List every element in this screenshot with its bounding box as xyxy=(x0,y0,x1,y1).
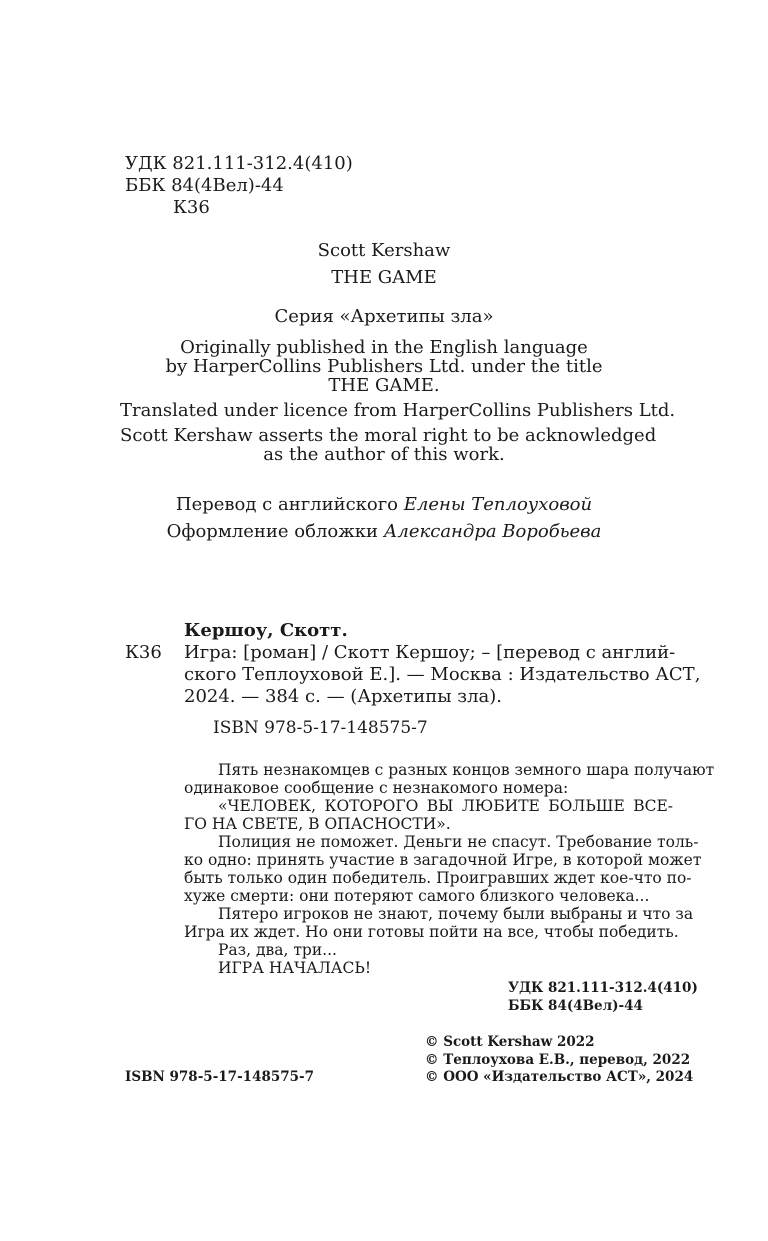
copyright-line: © ООО «Издательство АСТ», 2024 xyxy=(425,1069,694,1085)
annotation-line: ко одно: принять участие в загадочной Игре, в которой может xyxy=(184,851,702,869)
annotation-line: Полиция не поможет. Деньги не спасут. Требование толь- xyxy=(218,833,699,851)
translator-name: Елены Теплоуховой xyxy=(403,494,593,515)
bbk-code: ББК 84(4Вел)-44 xyxy=(125,175,284,196)
series-name: Серия «Архетипы зла» xyxy=(274,306,494,327)
annotation-line: Игра их ждет. Но они готовы пойти на все, чтобы победить. xyxy=(184,923,679,941)
catalog-isbn: ISBN 978-5-17-148575-7 xyxy=(213,718,428,738)
annotation-line: Раз, два, три... xyxy=(218,941,337,959)
catalog-body xyxy=(184,642,701,708)
rights-line: Originally published in the English language xyxy=(180,337,588,358)
rights-line: Scott Kershaw asserts the moral right to be acknowledged xyxy=(120,425,657,446)
catalog-line: Игра: [роман] / Скотт Кершоу; – [перевод с англий- xyxy=(184,642,676,663)
author-mark: К36 xyxy=(173,197,210,218)
annotation-line: Пять незнакомцев с разных концов земного шара получают xyxy=(218,761,715,779)
translator-label: Перевод с английского xyxy=(175,494,404,515)
catalog-mark: К36 xyxy=(125,642,162,663)
annotation-line: быть только один победитель. Проигравших ждет кое-что по- xyxy=(184,869,692,887)
catalog-line: ского Теплоуховой Е.]. — Москва : Издательство АСТ, xyxy=(184,664,701,685)
annotation-line: ГО НА СВЕТЕ, В ОПАСНОСТИ». xyxy=(184,815,451,833)
annotation-line: хуже смерти: они потеряют самого близкого человека... xyxy=(184,887,650,905)
annotation-line: «ЧЕЛОВЕК, КОТОРОГО ВЫ ЛЮБИТЕ БОЛЬШЕ ВСЕ- xyxy=(218,797,673,815)
rights-line: Translated under licence from HarperCollins Publishers Ltd. xyxy=(120,400,676,421)
translator-credit xyxy=(120,494,648,516)
cover-label: Оформление обложки xyxy=(166,521,384,542)
annotation-line: ИГРА НАЧАЛАСЬ! xyxy=(218,959,372,977)
original-author: Scott Kershaw xyxy=(317,240,451,261)
footer-udk: УДК 821.111-312.4(410) xyxy=(508,980,698,996)
copyright-line: © Scott Kershaw 2022 xyxy=(425,1034,595,1050)
rights-line: by HarperCollins Publishers Ltd. under the title xyxy=(165,356,603,377)
original-title: THE GAME xyxy=(331,267,437,288)
copyright-line: © Теплоухова Е.В., перевод, 2022 xyxy=(425,1052,691,1068)
rights-line: as the author of this work. xyxy=(263,444,505,465)
cover-artist-name: Александра Воробьева xyxy=(383,521,602,542)
cover-credit xyxy=(120,521,648,543)
annotation xyxy=(184,761,715,977)
annotation-line: одинаковое сообщение с незнакомого номера: xyxy=(184,779,569,797)
udk-code: УДК 821.111-312.4(410) xyxy=(125,153,353,174)
rights-line: THE GAME. xyxy=(328,375,440,396)
catalog-heading: Кершоу, Скотт. xyxy=(184,620,348,641)
footer-bbk: ББК 84(4Вел)-44 xyxy=(508,998,643,1014)
catalog-line: 2024. — 384 с. — (Архетипы зла). xyxy=(184,686,503,707)
annotation-line: Пятеро игроков не знают, почему были выбраны и что за xyxy=(218,905,694,923)
footer-isbn: ISBN 978-5-17-148575-7 xyxy=(125,1069,315,1085)
